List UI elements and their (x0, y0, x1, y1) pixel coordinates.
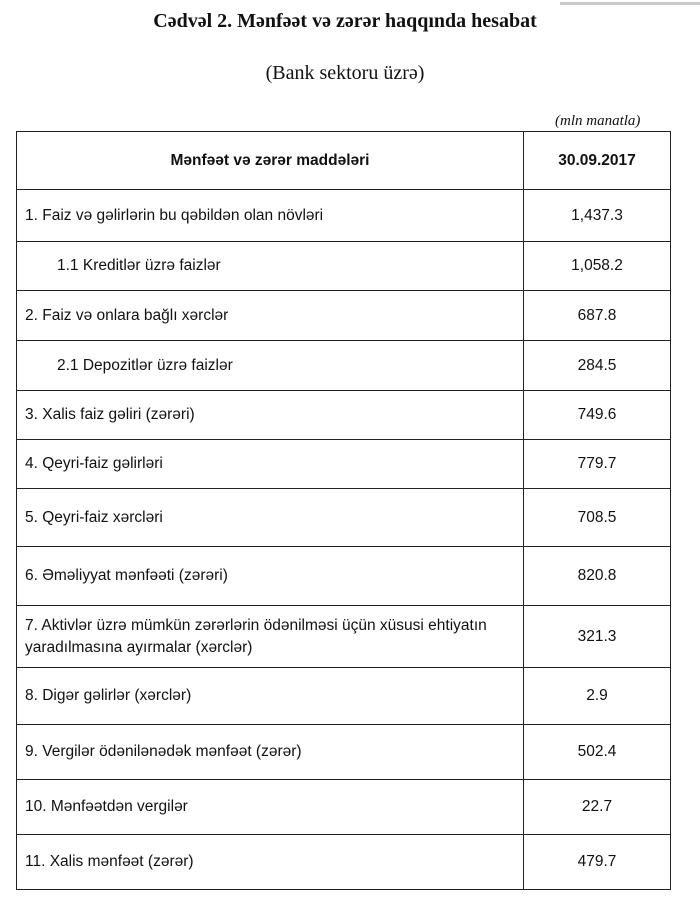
table-row (17, 606, 671, 668)
row-label: 2.1 Depozitlər üzrə faizlər (17, 341, 524, 391)
column-header-items: Mənfəət və zərər maddələri (17, 132, 524, 190)
table-row (17, 341, 671, 391)
unit-note: (mln manatla) (555, 113, 641, 129)
row-label: 1.1 Kreditlər üzrə faizlər (17, 242, 524, 291)
row-value: 749.6 (524, 391, 671, 440)
table-row (17, 668, 671, 725)
top-divider-line (560, 2, 700, 5)
row-value: 22.7 (524, 780, 671, 835)
report-table (16, 131, 671, 890)
row-label: 2. Faiz və onlara bağlı xərclər (17, 291, 524, 341)
table-row (17, 725, 671, 780)
row-label: 7. Aktivlər üzrə mümkün zərərlərin ödənilməsi üçün xüsusi ehtiyatın yaradılmasına ayırmalar (xərclər) (17, 606, 524, 668)
row-value: 2.9 (524, 668, 671, 725)
row-label: 4. Qeyri-faiz gəlirləri (17, 440, 524, 489)
row-value: 1,437.3 (524, 190, 671, 242)
row-value: 708.5 (524, 489, 671, 547)
table-row (17, 190, 671, 242)
row-label: 9. Vergilər ödənilənədək mənfəət (zərər) (17, 725, 524, 780)
row-value: 284.5 (524, 341, 671, 391)
row-value: 820.8 (524, 547, 671, 606)
row-value: 479.7 (524, 835, 671, 890)
table-row (17, 391, 671, 440)
table-row (17, 835, 671, 890)
table-row (17, 242, 671, 291)
table-row (17, 291, 671, 341)
row-value: 502.4 (524, 725, 671, 780)
column-header-date: 30.09.2017 (524, 132, 671, 190)
row-value: 1,058.2 (524, 242, 671, 291)
row-label: 10. Mənfəətdən vergilər (17, 780, 524, 835)
row-label: 6. Əməliyyat mənfəəti (zərəri) (17, 547, 524, 606)
row-label: 11. Xalis mənfəət (zərər) (17, 835, 524, 890)
table-row (17, 547, 671, 606)
row-value: 779.7 (524, 440, 671, 489)
table-row (17, 489, 671, 547)
row-label: 3. Xalis faiz gəliri (zərəri) (17, 391, 524, 440)
row-value: 321.3 (524, 606, 671, 668)
row-label: 8. Digər gəlirlər (xərclər) (17, 668, 524, 725)
table-row (17, 440, 671, 489)
table-header-row (17, 132, 671, 190)
row-value: 687.8 (524, 291, 671, 341)
row-label: 5. Qeyri-faiz xərcləri (17, 489, 524, 547)
page-subtitle: (Bank sektoru üzrə) (265, 62, 425, 84)
table-row (17, 780, 671, 835)
row-label: 1. Faiz və gəlirlərin bu qəbildən olan növləri (17, 190, 524, 242)
page-title: Cədvəl 2. Mənfəət və zərər haqqında hesabat (153, 10, 537, 32)
